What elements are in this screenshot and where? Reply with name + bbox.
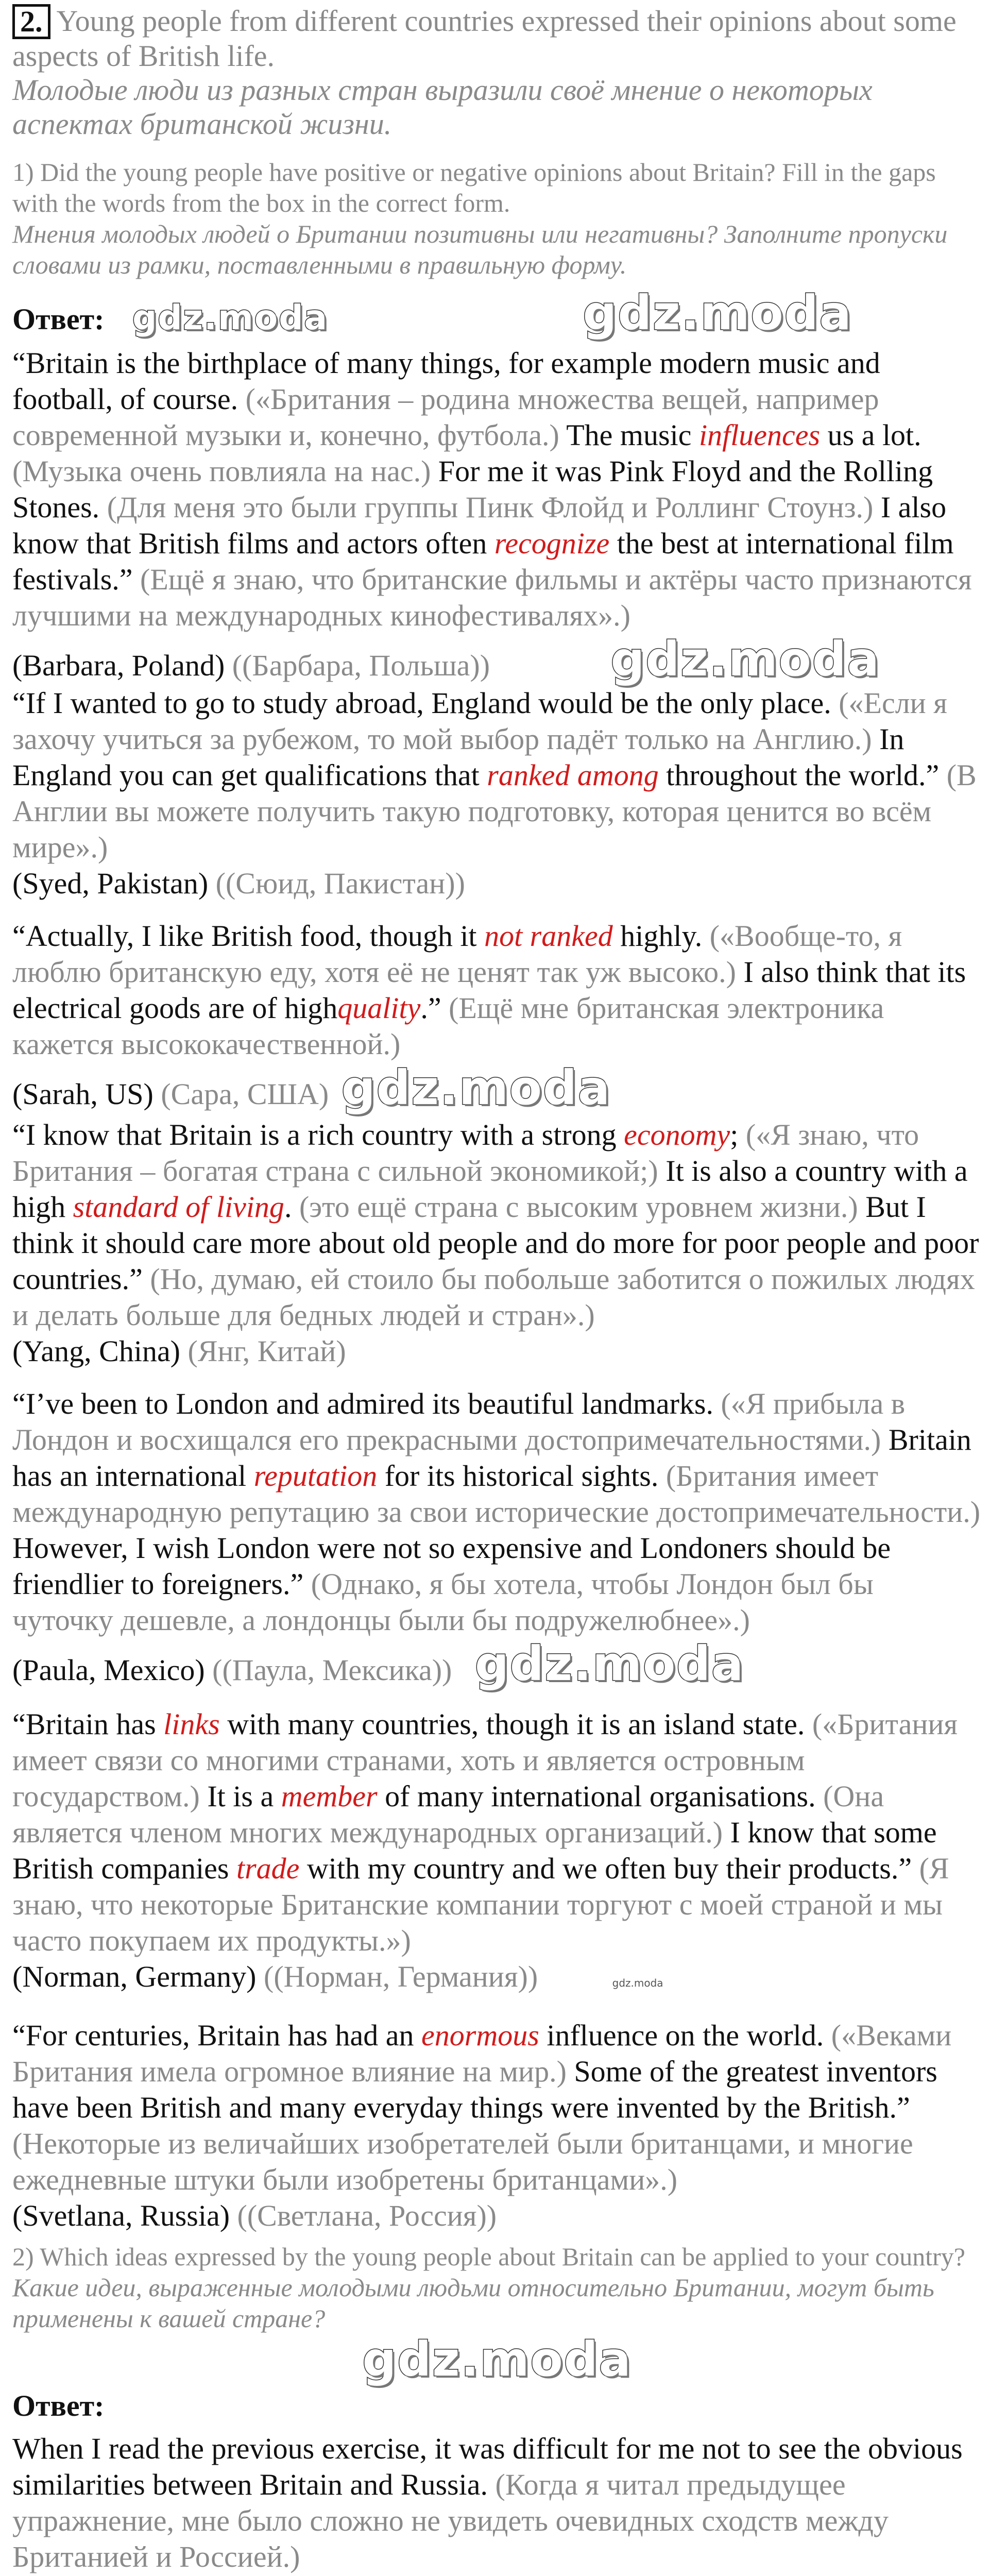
quote-translation: (Ещё я знаю, что британские фильмы и актёры часто признаются лучшими на международных кинофестивалях».) bbox=[12, 563, 972, 632]
quote-text: I also know that British films and actors often bbox=[12, 490, 947, 560]
watermark-logo: gdz.moda bbox=[132, 298, 328, 337]
quote-text: In England you can get qualifications that bbox=[12, 722, 904, 792]
quote-author-ru: ((Светлана, Россия)) bbox=[237, 2199, 497, 2232]
quote-text: us a lot. bbox=[827, 418, 921, 452]
gap-answer: not ranked bbox=[484, 919, 613, 953]
quote-text: “For centuries, Britain has had an bbox=[12, 2019, 414, 2052]
quote-text: Britain has an international bbox=[12, 1423, 971, 1493]
quote-author-ru: (Янг, Китай) bbox=[187, 1334, 346, 1368]
task-header bbox=[12, 4, 982, 73]
part2-answer bbox=[12, 2431, 982, 2576]
quote-author: (Yang, China) bbox=[12, 1334, 180, 1368]
quote-translation: («Если я захочу учиться за рубежом, то мой выбор падёт только на Англию.) bbox=[12, 686, 947, 756]
quote-text: of many international organisations. bbox=[385, 1780, 816, 1813]
task-title-en: Young people from different countries expressed their opinions about some aspects of British life. bbox=[12, 4, 957, 73]
quote-translation: (это ещё страна с высоким уровнем жизни.) bbox=[299, 1190, 858, 1224]
quote-text: highly. bbox=[620, 919, 703, 953]
quote-translation: («Веками Британия имела огромное влияние на мир.) bbox=[12, 2019, 952, 2088]
quote-text: with many countries, though it is an island state. bbox=[227, 1707, 805, 1741]
quote-text: I know that some British companies bbox=[12, 1816, 937, 1885]
quote-translation: (Однако, я бы хотела, чтобы Лондон был бы чуточку дешевле, а лондонцы были бы подружелюбнее».) bbox=[12, 1567, 874, 1637]
answer-label: Ответ: bbox=[12, 302, 105, 336]
quote-translation: (В Англии вы можете получить такую подготовку, которая ценится во всём мире».) bbox=[12, 758, 977, 864]
quote-text: For me it was Pink Floyd and the Rolling Stones. bbox=[12, 454, 933, 524]
quote-syed bbox=[12, 685, 982, 902]
quote-text: with my country and we often buy their products.” bbox=[306, 1852, 912, 1885]
quote-text: However, I wish London were not so expensive and Londoners should be friendlier to foreigners.” bbox=[12, 1531, 891, 1601]
task-title-ru: Молодые люди из разных стран выразили своё мнение о некоторых аспектах британской жизни. bbox=[12, 73, 873, 141]
quote-svetlana bbox=[12, 2018, 982, 2234]
quote-translation: (Музыка очень повлияла на нас.) bbox=[12, 454, 431, 488]
quote-text: I also think that its electrical goods are of high bbox=[12, 955, 966, 1025]
quote-author-ru: (Сара, США) bbox=[161, 1077, 329, 1111]
quote-author-ru: ((Барбара, Польша)) bbox=[232, 649, 490, 682]
quote-author-ru: ((Норман, Германия)) bbox=[264, 1960, 538, 1993]
quote-text: The music bbox=[566, 418, 692, 452]
gap-answer: standard of living bbox=[73, 1190, 284, 1224]
watermark-small: gdz.moda bbox=[612, 1977, 663, 1989]
quote-translation: («Британия – родина множества вещей, например современной музыки и, конечно, футбола.) bbox=[12, 382, 879, 452]
quote-translation: (Она является членом многих международных организаций.) bbox=[12, 1780, 884, 1849]
quote-text: throughout the world.” bbox=[666, 758, 940, 792]
quote-text: It is a bbox=[207, 1780, 274, 1813]
gap-answer: economy bbox=[624, 1118, 730, 1151]
quote-text: “Britain has bbox=[12, 1707, 156, 1741]
quote-author: (Sarah, US) bbox=[12, 1077, 153, 1111]
quote-text: the best at international film festivals.” bbox=[12, 527, 954, 596]
quote-text: Some of the greatest inventors have been British and many everyday things were invented by the British.” bbox=[12, 2055, 937, 2124]
part2-question-ru: Какие идеи, выраженные молодыми людьми относительно Британии, могут быть применены к вашей стране? bbox=[12, 2273, 934, 2333]
quote-text: ; bbox=[730, 1118, 739, 1151]
quote-author: (Syed, Pakistan) bbox=[12, 867, 209, 900]
quote-text: It is also a country with a high bbox=[12, 1154, 968, 1224]
quote-translation: (Британия имеет международную репутацию за свои исторические достопримечательности.) bbox=[12, 1459, 981, 1529]
gap-answer: links bbox=[163, 1707, 220, 1741]
quote-text: . bbox=[284, 1190, 292, 1224]
answer-line bbox=[12, 2431, 982, 2575]
quote-translation: (Для меня это были группы Пинк Флойд и Роллинг Стоунз.) bbox=[107, 490, 874, 524]
quote-text: “Actually, I like British food, though it bbox=[12, 919, 477, 953]
quote-paula bbox=[12, 1386, 982, 1690]
gap-answer: quality bbox=[337, 991, 421, 1025]
quote-text: But I think it should care more about old people and do more for poor people and poor countries.” bbox=[12, 1190, 979, 1296]
quote-text: “Britain is the birthplace of many things, for example modern music and football, of course. bbox=[12, 346, 880, 416]
quote-translation: (Ещё мне британская электроника кажется высококачественной.) bbox=[12, 991, 884, 1061]
quote-author-ru: ((Паула, Мексика)) bbox=[212, 1653, 452, 1687]
watermark-logo: gdz.moda bbox=[341, 1060, 611, 1115]
watermark-logo: gdz.moda bbox=[610, 632, 880, 687]
quote-barbara bbox=[12, 345, 982, 685]
quote-translation: («Британия имеет связи со многими странами, хоть и является островным государством.) bbox=[12, 1707, 958, 1813]
quote-translation: (Но, думаю, ей стоило бы побольше заботится о пожилых людях и делать больше для бедных людей и стран».) bbox=[12, 1262, 975, 1332]
quote-sarah bbox=[12, 918, 982, 1114]
quote-author: (Norman, Germany) bbox=[12, 1960, 257, 1993]
task-number: 2. bbox=[12, 4, 50, 39]
gap-answer: recognize bbox=[494, 527, 610, 560]
gap-answer: enormous bbox=[421, 2019, 539, 2052]
answer-text: When I read the previous exercise, it was difficult for me not to see the obvious similarities between Britain and Russia. bbox=[12, 2432, 963, 2501]
watermark-logo: gdz.moda bbox=[362, 2332, 632, 2387]
quote-translation: («Вообще-то, я люблю британскую еду, хотя её не ценят так уж высоко.) bbox=[12, 919, 902, 989]
quote-text: influence on the world. bbox=[547, 2019, 824, 2052]
answer-translation: (Когда я читал предыдущее упражнение, мне было сложно не увидеть очевидных сходств между Британией и Россией.) bbox=[12, 2468, 889, 2573]
quote-author: (Paula, Mexico) bbox=[12, 1653, 205, 1687]
quote-text: “I know that Britain is a rich country with a strong bbox=[12, 1118, 617, 1151]
quote-translation: (Некоторые из величайших изобретателей были британцами, и многие ежедневные штуки были изобретены британцами».) bbox=[12, 2127, 913, 2196]
gap-answer: reputation bbox=[253, 1459, 378, 1493]
watermark-logo: gdz.moda bbox=[474, 1636, 745, 1691]
quote-author: (Svetlana, Russia) bbox=[12, 2199, 230, 2232]
quote-norman bbox=[12, 1706, 982, 2001]
gap-answer: ranked among bbox=[487, 758, 659, 792]
quote-author: (Barbara, Poland) bbox=[12, 649, 225, 682]
quote-yang bbox=[12, 1117, 982, 1369]
gap-answer: trade bbox=[236, 1852, 300, 1885]
gap-answer: member bbox=[281, 1780, 378, 1813]
quote-text: for its historical sights. bbox=[384, 1459, 659, 1493]
part2-question-en: 2) Which ideas expressed by the young people about Britain can be applied to your country? bbox=[12, 2242, 965, 2271]
watermark-logo: gdz.moda bbox=[583, 285, 852, 341]
part1-answer-row bbox=[12, 287, 982, 340]
watermark-row bbox=[12, 2334, 982, 2385]
quote-text: “If I wanted to go to study abroad, England would be the only place. bbox=[12, 686, 831, 720]
quote-translation: («Я знаю, что Британия – богатая страна с сильной экономикой;) bbox=[12, 1118, 919, 1188]
part2-answer-row bbox=[12, 2385, 982, 2427]
quote-author-ru: ((Сюид, Пакистан)) bbox=[215, 867, 465, 900]
part1-question-ru: Мнения молодых людей о Британии позитивны или негативны? Заполните пропуски словами из рамки, поставленными в правильную форму. bbox=[12, 219, 948, 279]
quote-translation: («Я прибыла в Лондон и восхищался его прекрасными достопримечательностями.) bbox=[12, 1387, 906, 1456]
quote-text: “I’ve been to London and admired its beautiful landmarks. bbox=[12, 1387, 713, 1420]
quote-text: .” bbox=[420, 991, 441, 1025]
answer-label: Ответ: bbox=[12, 2389, 105, 2422]
part1-question-en: 1) Did the young people have positive or negative opinions about Britain? Fill in the gaps with the words from the box in the correct form. bbox=[12, 158, 936, 217]
quote-translation: (Я знаю, что некоторые Британские компании торгуют с моей страной и мы часто покупаем их продукты.») bbox=[12, 1852, 949, 1957]
gap-answer: influences bbox=[698, 418, 821, 452]
